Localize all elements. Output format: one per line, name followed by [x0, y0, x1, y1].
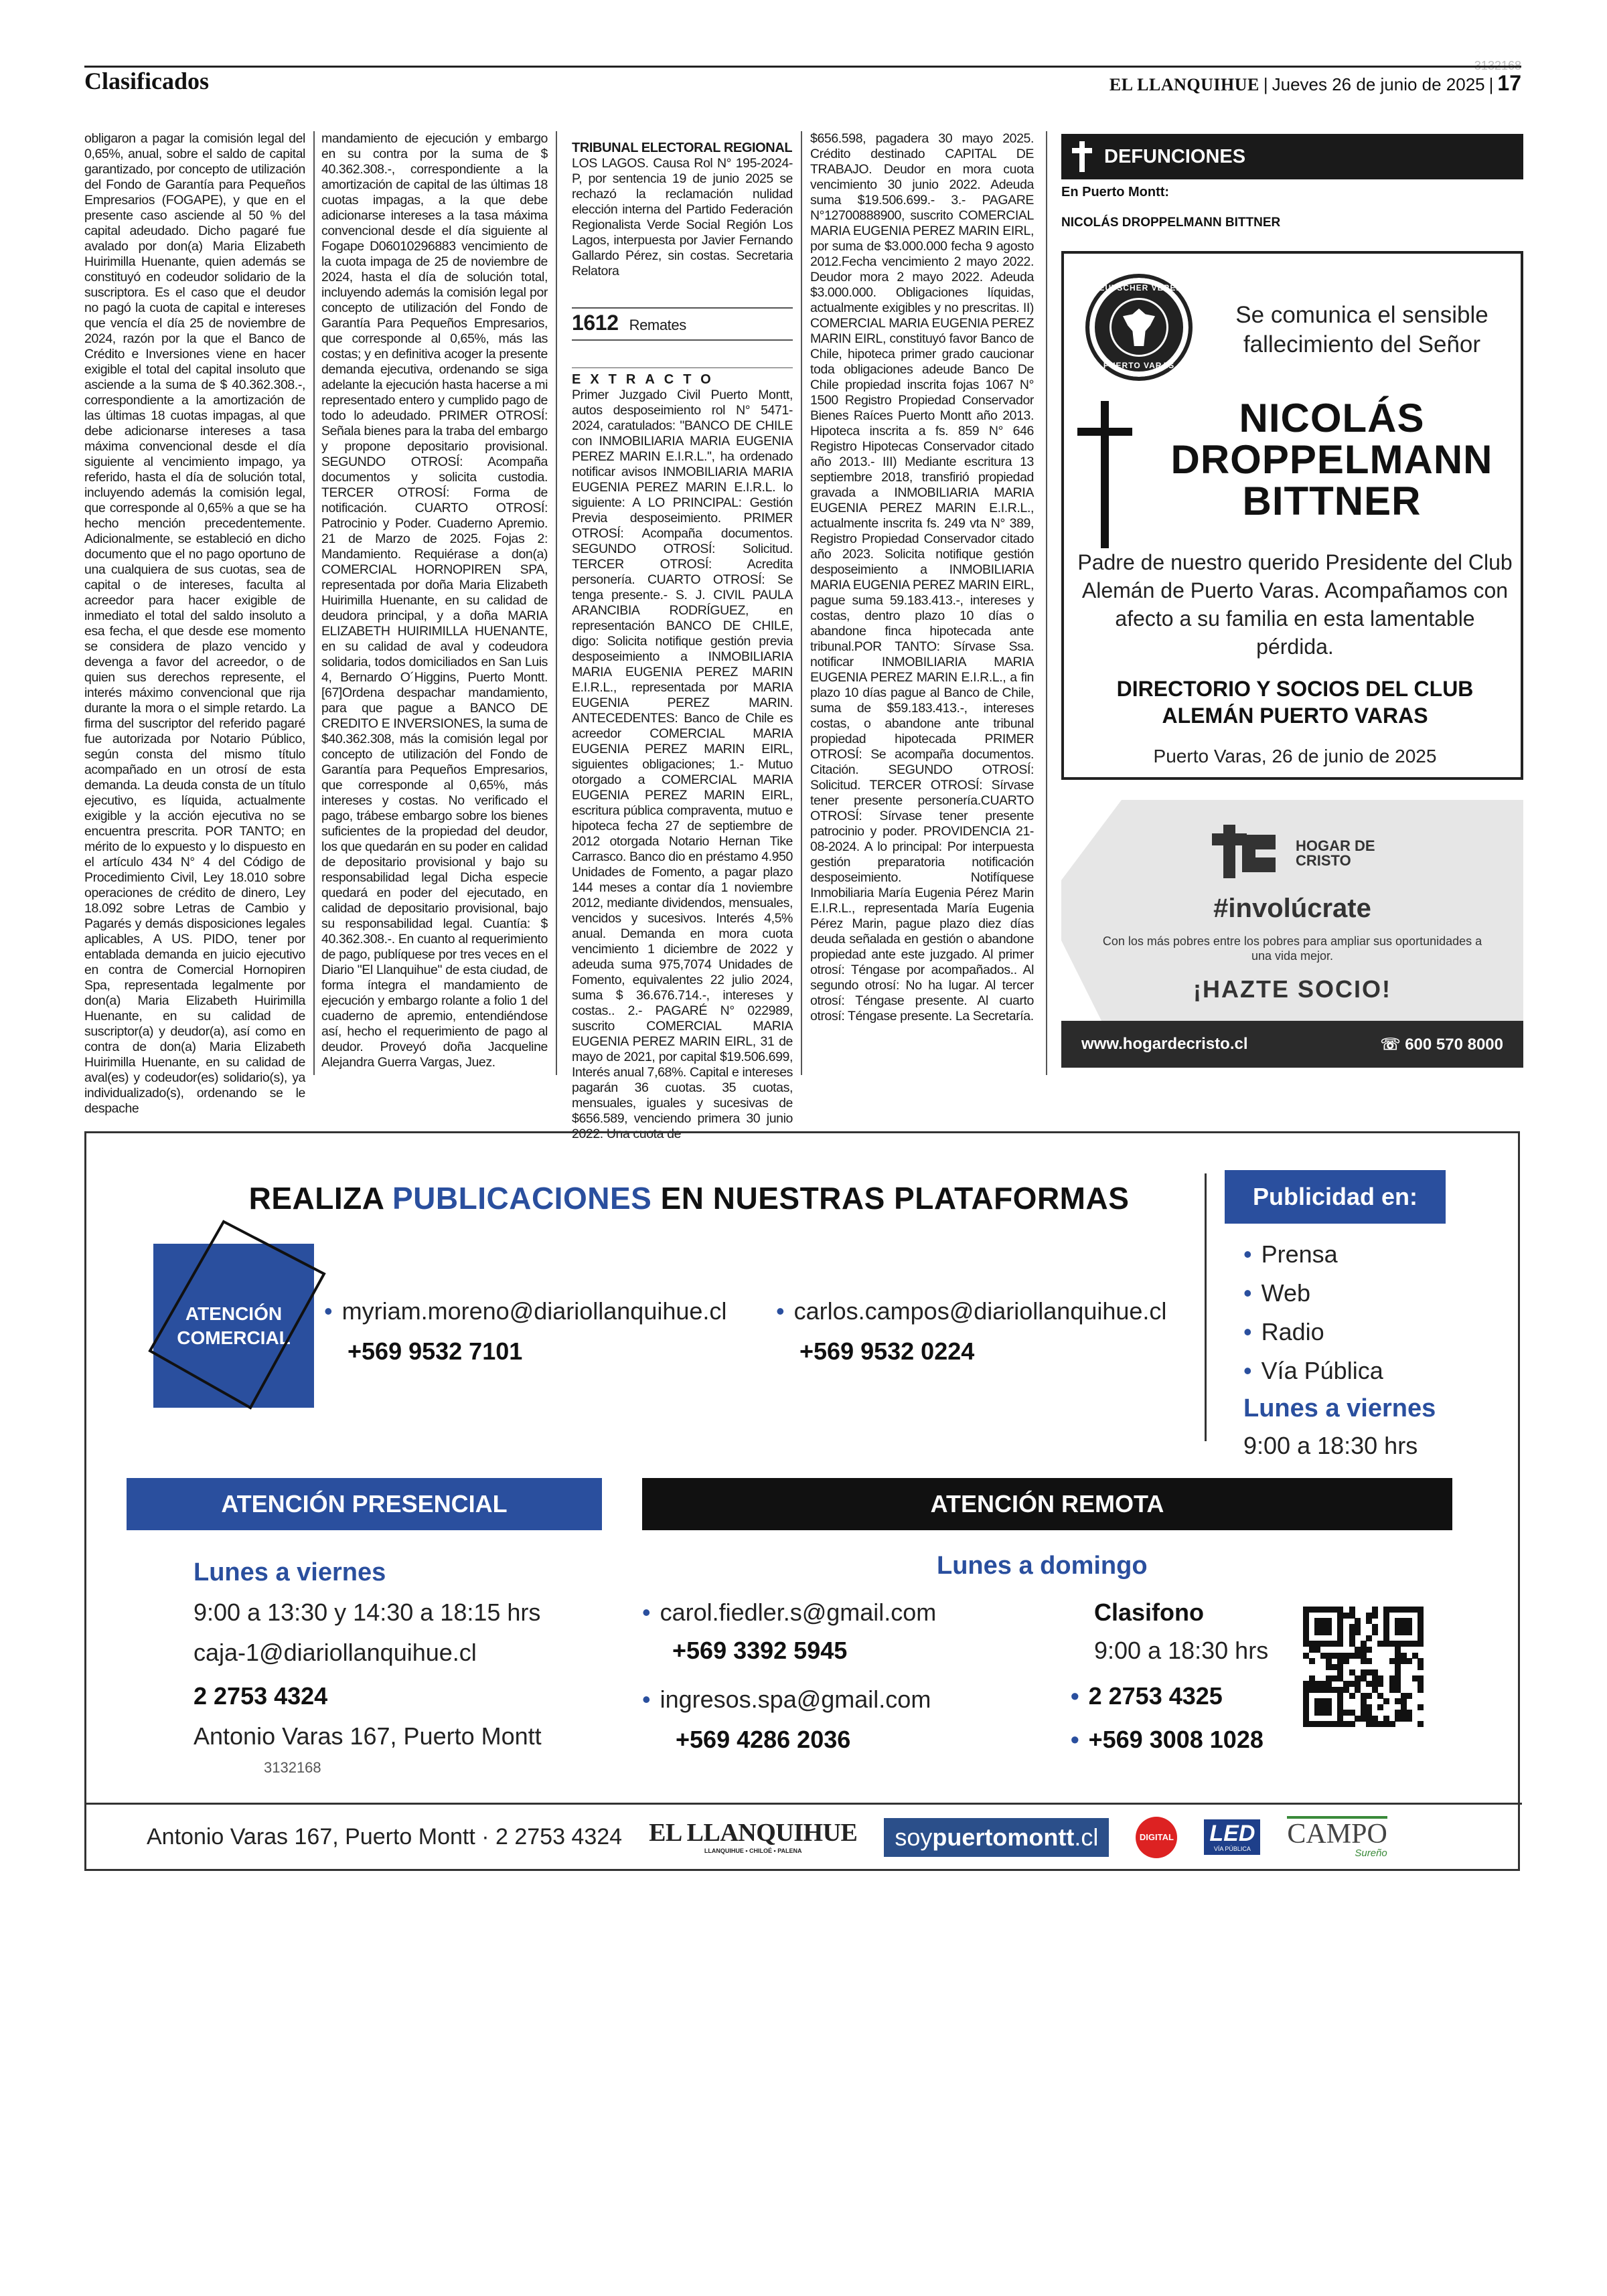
hogar-mission: Con los más pobres entre los pobres para ampliar sus oportunidades a una vida mejor. [1102, 934, 1482, 963]
hogar-brand: HOGAR DE CRISTO [1296, 837, 1375, 869]
presencial-phone[interactable]: 2 2753 4324 [194, 1682, 328, 1710]
qr-module [1343, 1658, 1349, 1664]
channel-web: • Web [1243, 1279, 1310, 1307]
hogar-footer [1061, 1021, 1523, 1068]
qr-module [1326, 1710, 1332, 1716]
phone-commercial-2[interactable]: +569 9532 0224 [799, 1337, 975, 1365]
channel-prensa: • Prensa [1243, 1240, 1338, 1268]
seal-text-bottom: PUERTO VARAS [1103, 361, 1175, 370]
el-llanquihue-tagline: LLANQUIHUE • CHILOÉ • PALENA [704, 1848, 802, 1854]
qr-module [1418, 1641, 1424, 1647]
obituary-notice [1061, 251, 1523, 780]
remota-email-2[interactable]: • ingresos.spa@gmail.com [642, 1686, 931, 1714]
atencion-comercial-box: ATENCIÓN COMERCIAL [153, 1244, 314, 1408]
qr-module [1349, 1721, 1355, 1727]
soy-part: soy [895, 1823, 933, 1851]
tribunal-notice: LOS LAGOS. Causa Rol N° 195-2024-P, por sentencia 19 de junio 2025 se rechazó la reclamación nulidad elección interna del Partido Federación Regionalista Verde Social Región Los Lagos, interpuesta por Javier Fernando Gallardo Pérez, sin costas. Secretaria Relatora [572, 156, 793, 278]
large-cross-icon-bar [1077, 428, 1132, 436]
qr-module [1418, 1687, 1424, 1693]
clasifono-phone-1[interactable]: • 2 2753 4325 [1071, 1682, 1223, 1710]
channel-radio: • Radio [1243, 1318, 1324, 1346]
qr-module [1418, 1721, 1424, 1727]
clasifono-label: Clasifono [1094, 1598, 1205, 1626]
qr-module [1349, 1693, 1355, 1699]
footer-address: Antonio Varas 167, Puerto Montt · 2 2753 4324 [147, 1824, 623, 1850]
puertomontt-part: puertomontt [932, 1823, 1075, 1851]
publicidad-label: Publicidad en: [1225, 1170, 1446, 1224]
hogar-de-cristo-ad [1061, 800, 1523, 1068]
email-commercial-2[interactable]: • carlos.campos@diariollanquihue.cl [776, 1297, 1166, 1325]
obituary-message: Padre de nuestro querido Presidente del Club Alemán de Puerto Varas. Acompañamos con afecto a su familia en esta lamentable pérdida. [1077, 550, 1513, 659]
obituary-intro: Se comunica el sensible fallecimiento del Señor [1235, 302, 1488, 357]
hazte-socio-label: ¡HAZTE SOCIO! [1193, 975, 1391, 1003]
title-part: REALIZA [248, 1181, 392, 1216]
phone-commercial-1[interactable]: +569 9532 7101 [348, 1337, 523, 1365]
remota-phone-2[interactable]: +569 4286 2036 [676, 1726, 851, 1753]
section-title: Clasificados [84, 68, 210, 94]
qr-module [1377, 1681, 1383, 1687]
qr-module [1406, 1658, 1412, 1664]
advert-title [86, 1180, 1292, 1216]
qr-module [1377, 1704, 1383, 1710]
hogar-de-cristo-logo-icon [1205, 821, 1286, 882]
hogar-phone[interactable]: 600 570 8000 [1405, 1035, 1503, 1054]
hogar-hashtag: #involúcrate [1213, 894, 1371, 923]
tilted-frame-icon [143, 1214, 331, 1414]
remota-email-1[interactable]: • carol.fiedler.s@gmail.com [642, 1598, 936, 1627]
qr-module [1366, 1693, 1372, 1699]
tribunal-heading: TRIBUNAL ELECTORAL REGIONAL [572, 141, 793, 155]
advert-divider [1205, 1173, 1207, 1441]
el-llanquihue-wordmark: EL LLANQUIHUE [649, 1819, 858, 1847]
seal-text-top: DEUTSCHER VEREIN [1092, 283, 1186, 293]
extracto-rule [572, 367, 793, 368]
qr-module [1372, 1613, 1378, 1619]
qr-module [1389, 1721, 1395, 1727]
qr-code-icon[interactable] [1302, 1605, 1422, 1726]
remates-label: Remates [629, 317, 686, 333]
page-header-info [1109, 71, 1521, 96]
legal-notice-column-2: mandamiento de ejecución y embargo en su contra por la suma de $ 40.362.308.-, correspondiente a la amortización de capital de las últimas 18 cuotas impagas, a la que debe adicionarse intereses a la tasa máxima convencional desde el día siguiente al Fogape D06010296883 vencimiento de la cuota impaga de 25 de noviembre de 2024, hasta el día de solución total, incluyendo además la comisión legal por concepto de utilización del Fondo de Garantía Para Pequeños Empresarios, que corresponde al 0,65%, más las costas; y en definitiva acoger la presente demanda ejecutiva, ordenando se siga adelante la ejecución hasta hacerse a mi representado entero y cumplido pago de todo lo adeudado. PRIMER OTROSÍ: Señala bienes para la traba del embargo y propone depositario provisional. SEGUNDO OTROSÍ: Acompaña documentos y solicita custodia. TERCER OTROSÍ: Forma de notificación. CUARTO OTROSÍ: Patrocinio y Poder. Cuaderno Apremio. 21 de Marzo de 2025. Fojas 2: Mandamiento. Requiérase a don(a) COMERCIAL HORNOPIREN SPA, representada por doña Maria Elizabeth Huirimilla Huenante, en su calidad de deudora principal, y a doña MARIA ELIZABETH HUIRIMILLA HUENANTE, en su calidad de aval y codeudora solidaria, todos domiciliados en San Luis 4, Bernardo O´Higgins, Puerto Montt. [67]Ordena despachar mandamiento, para que pague a BANCO DE CREDITO E INVERSIONES, la suma de $40.362.308, más la comisión legal por concepto de utilización del Fondo de Garantía para Pequeños Empresarios, que corresponde al 0,65%, más intereses y costas. No verificado el pago, trábese embargo sobre los bienes suficientes de la propiedad del deudor, los que quedarán en su poder en calidad de depositario provisional y bajo su responsabilidad legal Dicha especie quedará en poder del ejecutado, en calidad de depositario provisional, bajo su responsabilidad legal. Cuantía: $ 40.362.308.-. En cuanto al requerimiento de pago, publíquese por tres veces en el Diario "El Llanquihue" de esta ciudad, de forma íntegra el mandamiento de ejecución y embargo rolante a folio 1 del cuaderno de apremio, entendiéndose así, hecho el requerimiento de pago al deudor. Proveyó doña Jacqueline Alejandra Guerra Vargas, Juez. [321, 131, 548, 1070]
soy-puertomontt-logo [884, 1818, 1109, 1857]
brand-logos-row [86, 1803, 1522, 1870]
title-highlight: PUBLICACIONES [392, 1181, 652, 1216]
atencion-remota-label: ATENCIÓN REMOTA [642, 1478, 1452, 1530]
qr-module [1406, 1629, 1412, 1635]
campo-sureno-logo [1287, 1816, 1387, 1858]
qr-module [1383, 1698, 1389, 1704]
legal-notice-column-1: obligaron a pagar la comisión legal del 0,65%, anual, sobre el saldo de capital garantizado, por concepto de utilización del Fondo de Garantía para Pequeños Empresarios (FOGAPE), y que en el presente caso asciende al 50 % del capital adeudado. Dicho pagaré fue avalado por don(a) Maria Elizabeth Huirimilla Huenante, quien además se constituyó en codeudor solidario de la suscriptora. Es el caso que el deudor no pagó la cuota de capital e intereses que vencía el día 25 de noviembre de 2024, razón por la que el Banco de Crédito e Inversiones viene en hacer exigible el total del capital insoluto que asciende a la suma de $ 40.362.308.-, correspondiente a la amortización de las últimas 18 cuotas impagas, al que debe adicionarse intereses a tasa máxima convencional desde el día siguiente al vencimiento impago, ya referido, hasta el día de solución total, incluyendo además la comisión legal, que corresponde al 0,65% a que se ha hecho mención precedentemente. Adicionalmente, se estableció en dicho documento que el no pago oportuno de una cualquiera de sus cuotas, sea de capital o de intereses, faculta al acreedor para hacer exigible de inmediato el total del saldo insoluto a esa fecha, el que desde ese momento se considera de plazo vencido y devenga a favor del acreedor, o de quien sus derechos represente, el interés máximo convencional que rija durante la mora o el simple retardo. La firma del suscriptor del referido pagaré fue autorizada por Notario Público, según consta del mismo título acompañado en un otrosí de esta demanda. La deuda consta de un título ejecutivo, es líquida, actualmente exigible y la acción ejecutiva no se encuentra prescrita. POR TANTO; en mérito de lo expuesto y lo dispuesto en el artículo 434 N° 4 del Código de Procedimiento Civil, Ley 18.010 sobre operaciones de crédito de dinero, Ley 18.092 sobre Letras de Cambio y Pagarés y demás disposiciones legales aplicables, A US. PIDO, tener por entablada demanda en juicio ejecutivo en contra de Comercial Hornopiren Spa, representada legalmente por don(a) Maria Elizabeth Huirimilla Huenante, en su calidad de suscriptor(a) y deudor(a), así como en contra de don(a) Maria Elizabeth Huirimilla Huenante, en su calidad de aval(es) y codeudor(es) solidario(s), ya individualizado(s), ordenando se le despache [84, 131, 305, 1116]
qr-module [1406, 1693, 1412, 1699]
qr-module [1366, 1658, 1372, 1664]
ad-code: 3132168 [264, 1759, 321, 1776]
newspaper-name: EL LLANQUIHUE [1109, 75, 1259, 94]
el-llanquihue-logo [649, 1820, 857, 1854]
hogar-phone-group [1381, 1035, 1504, 1054]
hogar-url[interactable]: www.hogardecristo.cl [1081, 1035, 1248, 1053]
presencial-hours: 9:00 a 13:30 y 14:30 a 18:15 hrs [194, 1598, 541, 1626]
remota-phone-1[interactable]: +569 3392 5945 [672, 1637, 848, 1664]
qr-module [1406, 1716, 1412, 1722]
qr-module [1372, 1629, 1378, 1635]
header-rule [84, 66, 1521, 68]
obituary-signers: DIRECTORIO Y SOCIOS DEL CLUB ALEMÁN PUERTO VARAS [1116, 677, 1474, 728]
page-number: 17 [1497, 71, 1521, 95]
header-separator: | [1263, 74, 1268, 94]
led-via-publica-logo [1204, 1819, 1260, 1855]
defunciones-label: DEFUNCIONES [1104, 145, 1246, 167]
qr-module [1355, 1629, 1361, 1635]
led-tagline: VÍA PÚBLICA [1213, 1846, 1251, 1852]
qr-module [1418, 1664, 1424, 1670]
remates-section-header [572, 307, 793, 341]
channel-via-publica: • Vía Pública [1243, 1357, 1383, 1385]
publicidad-days: Lunes a viernes [1243, 1394, 1436, 1422]
header-separator: | [1488, 74, 1494, 94]
qr-module [1418, 1704, 1424, 1710]
issue-date: Jueves 26 de junio de 2025 [1272, 74, 1485, 94]
remota-days: Lunes a domingo [937, 1552, 1148, 1580]
atencion-presencial-label: ATENCIÓN PRESENCIAL [127, 1478, 602, 1530]
legal-notice-column-4: $656.598, pagadera 30 mayo 2025. Crédito destinado CAPITAL DE TRABAJO. Deudor en mora cuota vencimiento 30 junio 2022. Adeuda suma $19.506.699.- 3.- PAGARE N°12700888900, suscrito COMERCIAL MARIA EUGENIA PEREZ MARIN EIRL, por suma de $3.000.000 fecha 9 agosto 2012.Fecha vencimiento 2 mayo 2022. Deudor mora 2 mayo 2022. Adeuda $3.000.000. Obligaciones líquidas, actualmente exigibles y no prescritas. II) COMERCIAL MARIA EUGENIA PEREZ MARIN EIRL, constituyó favor Banco de Chile, hipoteca primer grado caucionar toda obligaciones adeude Banco De Chile propiedad inscrita fojas 1067 N° 1500 Registro Propiedad Conservador Bienes Raíces Puerto Montt año 2013. Hipoteca inscrita a fs. 859 N° 646 Registro Hipotecas Conservador citado año 2013.- III) Mediante escritura 13 septiembre 2018, transfirió propiedad gravada a INMOBILIARIA MARIA EUGENIA PEREZ MARIN E.I.R.L., actualmente inscrita fs. 249 vta N° 389, Registro Propiedad Conservador citado año 2023. Solicita notifique gestión desposeimiento a INMOBILIARIA MARIA EUGENIA PEREZ MARIN EIRL, pague suma 59.183.413.-, intereses y costas, dentro plazo 10 días o abandone finca hipotecada ante tribunal.POR TANTO: Sírvase Ssa. notificar INMOBILIARIA MARIA EUGENIA PEREZ MARIN E.I.R.L., a fin plazo 10 días pague al Banco de Chile, suma de $59.183.413.-, intereses costas, o abandone ante tribunal propiedad hipotecada PRIMER OTROSÍ: Se acompaña documentos. Citación. SEGUNDO OTROSÍ: Solicitud. TERCER OTROSÍ: Sírvase tener presente personería.CUARTO OTROSÍ: Sírvase tener presente patrocinio y poder. PROVIDENCIA 21-08-2024. A lo principal: Por interpuesta gestión preparatoria notificación desposeimiento. Notifíquese Inmobiliaria María Eugenia Pérez Marin E.I.R.L., representada María Eugenia Pérez Marin, pague plazo diez días deuda señalada en gestión o abandone propiedad ante este juzgado. Al primer otrosí: Téngase por acompañados.. Al segundo otrosí: No ha lugar. Al tercer otrosí: Téngase presente. Al cuarto otrosí: Téngase presente. La Secretaría. [810, 131, 1034, 1023]
presencial-email[interactable]: caja-1@diariollanquihue.cl [194, 1639, 477, 1666]
clasifono-hours: 9:00 a 18:30 hrs [1094, 1637, 1269, 1664]
remates-code: 1612 [572, 311, 619, 335]
obituary-date: Puerto Varas, 26 de junio de 2025 [1153, 746, 1437, 766]
qr-module [1366, 1635, 1372, 1641]
column-divider [556, 131, 557, 1075]
extracto-heading: EXTRACTO [572, 372, 720, 387]
digital-radio-logo: DIGITAL [1136, 1817, 1177, 1858]
title-part: EN NUESTRAS PLATAFORMAS [652, 1181, 1130, 1216]
qr-module [1309, 1658, 1315, 1664]
publicidad-hours: 9:00 a 18:30 hrs [1243, 1432, 1418, 1459]
deceased-name: NICOLÁS DROPPELMANN BITTNER [1170, 396, 1493, 523]
campo-wordmark: CAMPO [1287, 1819, 1387, 1850]
extracto-body: Primer Juzgado Civil Puerto Montt, autos desposeimiento rol N° 5471-2024, caratulados: "BANCO DE CHILE con INMOBILIARIA MARIA EUGENIA PEREZ MARIN E.I.R.L.", ha ordenado notificar avisos INMOBILIARIA MARIA EUGENIA PEREZ MARIN E.I.R.L. lo siguiente: A LO PRINCIPAL: Gestión Previa desposeimiento. PRIMER OTROSÍ: Acompaña documentos. SEGUNDO OTROSÍ: Solicitud. TERCER OTROSÍ: Acredita personería. CUARTO OTROSÍ: Se tenga presente.- S. J. CIVIL PAULA ARANCIBIA RODRÍGUEZ, en representación BANCO DE CHILE, digo: Solicita notifique gestión previa desposeimiento a INMOBILIARIA MARIA EUGENIA PEREZ MARIN E.I.R.L., representada por MARIA EUGENIA PEREZ MARIN. ANTECEDENTES: Banco de Chile es acreedor COMERCIAL MARIA EUGENIA PEREZ MARIN EIRL, siguientes obligaciones; 1.- Mutuo otorgado a COMERCIAL MARIA EUGENIA PEREZ MARIN EIRL, escritura pública compraventa, mutuo e hipoteca fecha 27 de septiembre de 2012 otorgada Notario Hernan Tike Carrasco. Banco dio en préstamo 4.950 Unidades de Fomento, a pagar plazo 144 meses a contar día 1 noviembre 2012, mediante dividendos, mensuales, vencidos y sucesivos. Interés 4,5% anual. Demanda en mora cuota vencimiento 1 diciembre de 2022 y adeuda suma 975,7074 Unidades de Fomento, equivalentes 22 julio 2024, suma $ 36.676.714.-, intereses y costas.. 2.- PAGARÉ N° 022989, suscrito COMERCIAL MARIA EUGENIA PEREZ MARIN EIRL, 31 de mayo de 2021, por capital $19.506.699, Interés anual 7,68%. Capital e intereses pagarán 36 cuotas. 35 cuotas, mensuales, iguales y sucesivas de $656.589, venciendo primera 30 junio 2022. Una cuota de [572, 388, 793, 1141]
clasifono-phone-2[interactable]: • +569 3008 1028 [1071, 1726, 1264, 1754]
column-divider [313, 131, 315, 1075]
email-commercial-1[interactable]: • myriam.moreno@diariollanquihue.cl [324, 1297, 726, 1325]
qr-module [1366, 1647, 1372, 1653]
obituary-deceased-line: NICOLÁS DROPPELMANN BITTNER [1061, 216, 1281, 230]
defunciones-bar [1061, 134, 1523, 179]
qr-module [1337, 1641, 1343, 1647]
phone-icon: ☏ [1380, 1035, 1405, 1054]
campo-tagline: Sureño [1355, 1848, 1387, 1859]
dotcl-part: .cl [1074, 1823, 1099, 1851]
column-divider [801, 131, 802, 1075]
column-divider [1046, 131, 1047, 1075]
led-wordmark: LED [1209, 1821, 1255, 1846]
legal-notice-column-3 [572, 141, 793, 1141]
presencial-days: Lunes a viernes [194, 1558, 386, 1586]
qr-module [1326, 1629, 1332, 1635]
large-cross-icon [1101, 401, 1109, 548]
club-seal-logo [1085, 274, 1193, 381]
presencial-address: Antonio Varas 167, Puerto Montt [194, 1722, 542, 1750]
platforms-advert [84, 1131, 1520, 1871]
cross-icon [1071, 141, 1093, 172]
obituary-city: En Puerto Montt: [1061, 185, 1170, 199]
